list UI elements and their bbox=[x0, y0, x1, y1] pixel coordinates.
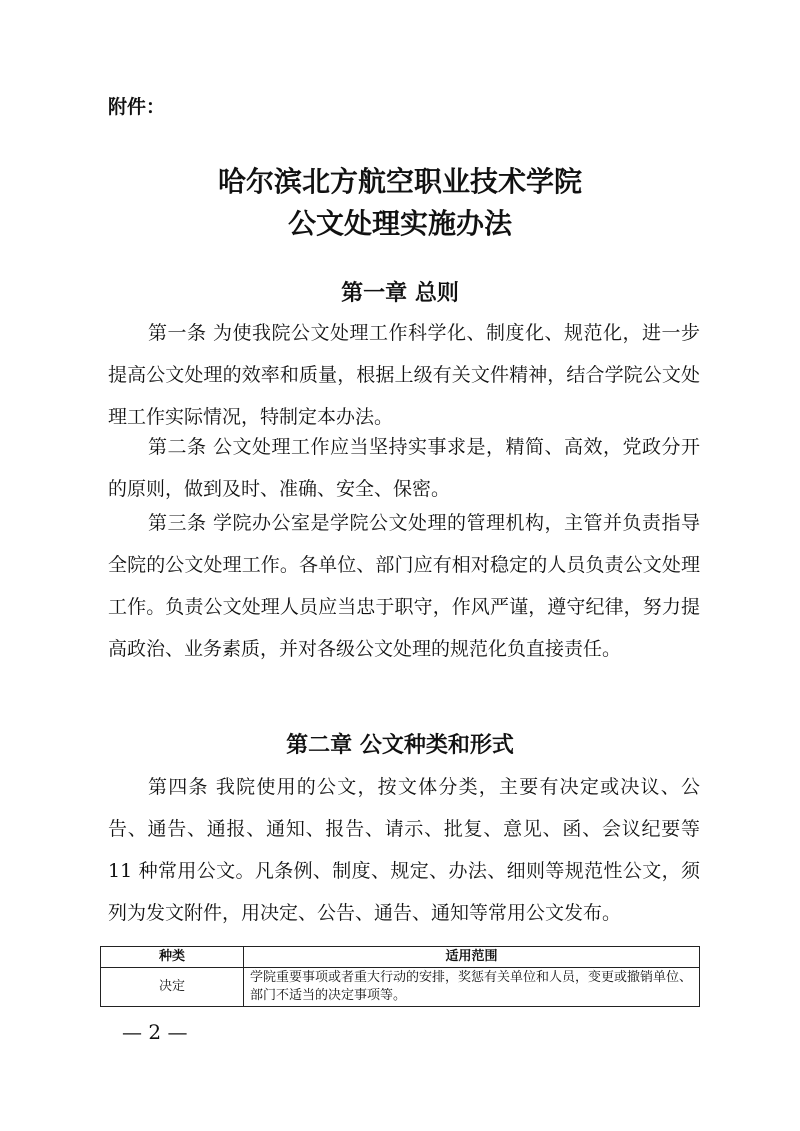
table-row bbox=[101, 968, 700, 1007]
table-cell-kind: 决定 bbox=[101, 968, 244, 1007]
article-4: 第四条 我院使用的公文，按文体分类，主要有决定或决议、公告、通告、通报、通知、报告、请示、批复、意见、函、会议纪要等 11 种常用公文。凡条例、制度、规定、办法、细则等规范性公文，须列为发文附件，用决定、公告、通告、通知等常用公文发布。 bbox=[108, 776, 700, 924]
article-2: 第二条 公文处理工作应当坚持实事求是，精简、高效，党政分开的原则，做到及时、准确、安全、保密。 bbox=[108, 436, 700, 500]
document-title-line1: 哈尔滨北方航空职业技术学院 bbox=[217, 165, 582, 198]
chapter2-heading: 第二章 公文种类和形式 bbox=[286, 733, 514, 758]
table-header-row bbox=[101, 947, 700, 968]
document-type-table bbox=[100, 946, 700, 1007]
article-1: 第一条 为使我院公文处理工作科学化、制度化、规范化，进一步提高公文处理的效率和质量，根据上级有关文件精神，结合学院公文处理工作实际情况，特制定本办法。 bbox=[108, 322, 700, 428]
chapter1-heading: 第一章 总则 bbox=[341, 281, 459, 306]
article-3: 第三条 学院办公室是学院公文处理的管理机构，主管并负责指导全院的公文处理工作。各单位、部门应有相对稳定的人员负责公文处理工作。负责公文处理人员应当忠于职守，作风严谨，遵守纪律，努力提高政治、业务素质，并对各级公文处理的规范化负直接责任。 bbox=[108, 512, 700, 660]
document-title-line2: 公文处理实施办法 bbox=[287, 207, 512, 240]
attachment-label: 附件： bbox=[108, 96, 166, 118]
table-header-scope: 适用范围 bbox=[244, 947, 700, 968]
table-header-kind: 种类 bbox=[101, 947, 244, 968]
table-cell-scope: 学院重要事项或者重大行动的安排，奖惩有关单位和人员，变更或撤销单位、部门不适当的决定事项等。 bbox=[244, 968, 700, 1007]
page-number: — 2 — bbox=[122, 1020, 188, 1044]
